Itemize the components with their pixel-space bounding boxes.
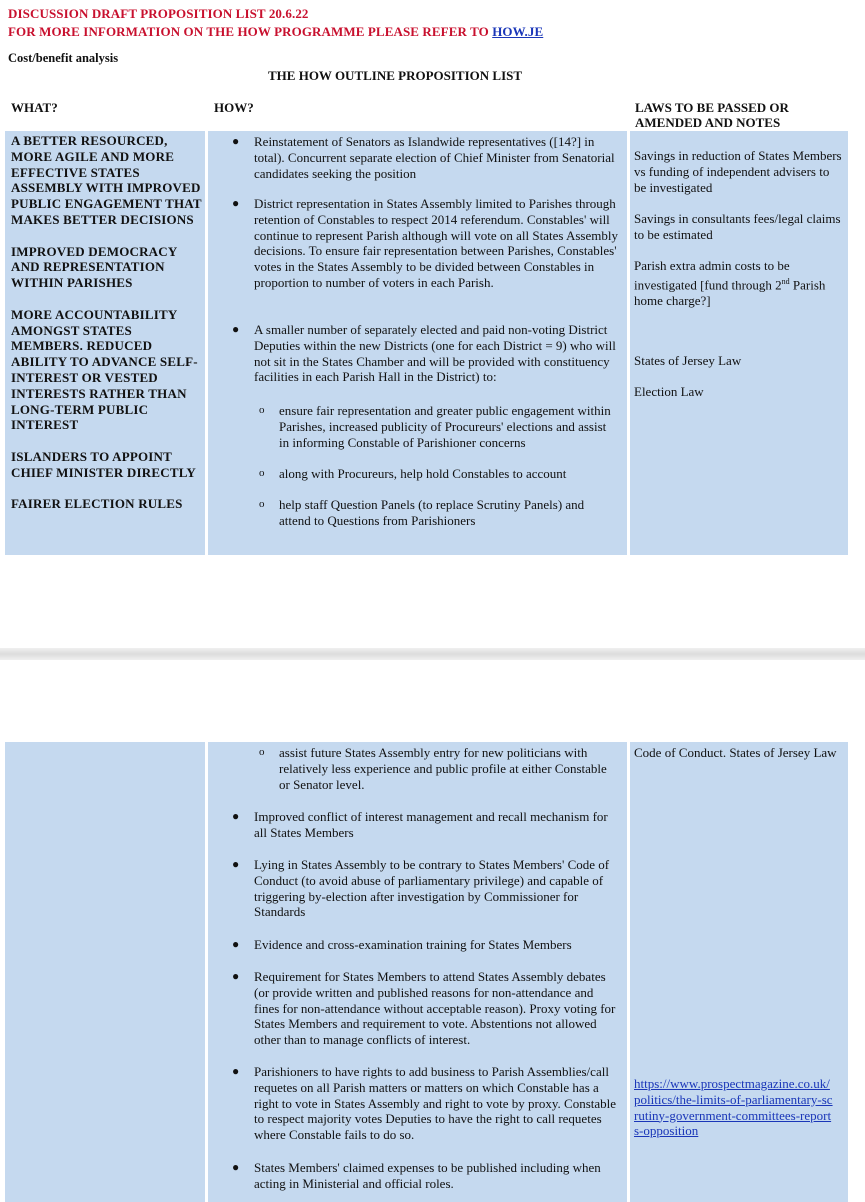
how-bullet — [232, 196, 620, 291]
what-item: IMPROVED DEMOCRACY AND REPRESENTATION WITHIN PARISHES — [11, 243, 177, 291]
col-header-laws-line1: LAWS TO BE PASSED OR — [635, 100, 789, 115]
how-bullet — [232, 134, 620, 181]
how-bullet — [232, 937, 620, 953]
how-bullet — [232, 969, 620, 1048]
how-bullet-text: Requirement for States Members to attend States Assembly debates (or provide written and published reasons for non-attendance and fines for non-attendance without acceptable reason). Proxy voting for States Members and requirement to vote. Abstentions not allowed other than to manage conflicts of interest. — [254, 969, 616, 1048]
how-bullet-text: District representation in States Assembly limited to Parishes through retention of Constables to respect 2014 referendum. Constables' will continue to represent Parish although will vote on all States Assembly decisions. To ensure fair representation between Parishes, Constables' votes in the States Assembly to be divided between Constables in proportion to number of voters in each Parish. — [254, 196, 618, 290]
bullet-icon: ● — [232, 1160, 240, 1174]
col-header-what: WHAT? — [11, 100, 58, 115]
how-sub-bullet-text: assist future States Assembly entry for new politicians with relatively less experience and public profile at either Constable or Senator level. — [279, 745, 607, 792]
law-note: Election Law — [634, 384, 704, 399]
how-je-link[interactable]: HOW.JE — [492, 24, 544, 39]
sub-bullet-icon: o — [259, 746, 265, 758]
how-bullet-text: A smaller number of separately elected and paid non-voting District Deputies within the new Districts (one for each District = 9) who will not sit in the States Chamber and will be provided with constituency facilities in each Parish Hall in the District) to: — [254, 322, 616, 385]
draft-title: DISCUSSION DRAFT PROPOSITION LIST 20.6.22 — [8, 6, 309, 21]
how-bullet-text: Lying in States Assembly to be contrary to States Members' Code of Conduct (to avoid abuse of parliamentary privilege) and capable of triggering by-election after investigation by Commissioner for Standards — [254, 857, 610, 920]
col-header-how: HOW? — [214, 100, 254, 115]
col-header-laws — [635, 100, 789, 130]
bullet-icon: ● — [232, 1064, 240, 1078]
what-cell — [5, 742, 205, 1202]
more-info-line — [8, 24, 543, 40]
what-item: MORE ACCOUNTABILITY AMONGST STATES MEMBERS. REDUCED ABILITY TO ADVANCE SELF-INTEREST OR VESTED INTERESTS RATHER THAN LONG-TERM PUBLIC INTEREST — [11, 306, 198, 433]
bullet-icon: ● — [232, 196, 240, 210]
bullet-icon: ● — [232, 322, 240, 336]
bullet-icon: ● — [232, 969, 240, 983]
page-separator — [0, 648, 865, 660]
how-bullet — [232, 1160, 620, 1192]
law-note — [634, 1076, 834, 1139]
what-item: ISLANDERS TO APPOINT CHIEF MINISTER DIRECTLY — [11, 448, 196, 480]
how-bullet — [232, 322, 620, 385]
cost-benefit-label: Cost/benefit analysis — [8, 51, 119, 65]
bullet-icon: ● — [232, 134, 240, 148]
law-note-text: Parish home charge?] — [634, 277, 826, 308]
how-bullet-text: Reinstatement of Senators as Islandwide representatives ([14?] in total). Concurrent separate election of Chief Minister from Senatorial candidates seeking the position — [254, 134, 615, 181]
law-note-text: Parish extra admin costs to be investigated [fund through 2 — [634, 258, 790, 293]
law-note: Savings in consultants fees/legal claims to be estimated — [634, 211, 841, 242]
sub-bullet-icon: o — [259, 467, 265, 479]
how-sub-bullet — [259, 497, 619, 529]
sub-bullet-icon: o — [259, 498, 265, 510]
how-sub-bullet-text: help staff Question Panels (to replace Scrutiny Panels) and attend to Questions from Parishioners — [279, 497, 585, 528]
bullet-icon: ● — [232, 809, 240, 823]
how-sub-bullet — [259, 745, 619, 792]
law-note: States of Jersey Law — [634, 353, 742, 368]
col-header-laws-line2: AMENDED AND NOTES — [635, 115, 781, 130]
law-note-sup: nd — [781, 276, 790, 286]
what-item: FAIRER ELECTION RULES — [11, 496, 183, 512]
law-note: Code of Conduct. States of Jersey Law — [634, 745, 837, 760]
bullet-icon: ● — [232, 857, 240, 871]
what-list — [11, 133, 203, 528]
sub-bullet-icon: o — [259, 404, 265, 416]
how-bullet-text: Evidence and cross-examination training for States Members — [254, 937, 572, 952]
page-title: THE HOW OUTLINE PROPOSITION LIST — [268, 68, 523, 83]
what-item: A BETTER RESOURCED, MORE AGILE AND MORE EFFECTIVE STATES ASSEMBLY WITH IMPROVED PUBLIC ENGAGEMENT THAT MAKES BETTER DECISIONS — [11, 133, 202, 227]
how-bullet — [232, 857, 620, 920]
how-bullet — [232, 1064, 620, 1143]
how-sub-bullet — [259, 466, 619, 482]
how-sub-bullet-text: ensure fair representation and greater public engagement within Parishes, increased publicity of Procureurs' elections and assist in informing Constable of Parishioner concerns — [279, 403, 611, 450]
prospect-magazine-link[interactable]: https://www.prospectmagazine.co.uk/politics/the-limits-of-parliamentary-scrutiny-government-committees-reports-opposition — [634, 1076, 833, 1139]
law-note — [634, 258, 842, 309]
how-bullet-text: Parishioners to have rights to add business to Parish Assemblies/call requetes on all Parish matters or matters on which Constable has a right to vote in States Assembly and right to vote by proxy. Constable to respect majority votes Deputies to have the right to call requetes where Constable fails to do so. — [254, 1064, 617, 1143]
law-note: Savings in reduction of States Members vs funding of independent advisers to be investigated — [634, 148, 842, 195]
how-bullet-text: States Members' claimed expenses to be published including when acting in Ministerial and official roles. — [254, 1160, 601, 1191]
bullet-icon: ● — [232, 937, 240, 951]
more-info-text: FOR MORE INFORMATION ON THE HOW PROGRAMME PLEASE REFER TO — [8, 24, 493, 39]
how-sub-bullet — [259, 403, 619, 450]
how-sub-bullet-text: along with Procureurs, help hold Constables to account — [279, 466, 567, 481]
how-bullet — [232, 809, 620, 841]
how-bullet-text: Improved conflict of interest management and recall mechanism for all States Members — [254, 809, 608, 840]
